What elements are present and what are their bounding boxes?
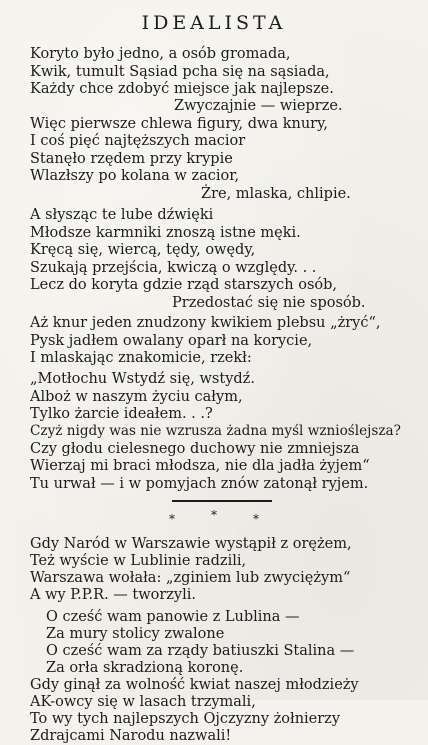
verse-line: AK-owcy się w lasach trzymali,	[30, 694, 256, 710]
verse-line: A wy P.P.R. — tworzyli.	[30, 587, 197, 603]
divider-rule	[172, 500, 272, 502]
poem-line: Wlazłszy po kolana w zacior,	[30, 168, 240, 184]
verse-line: Za mury stolicy zwalone	[46, 626, 225, 642]
verse-line: Też wyście w Lublinie radzili,	[30, 553, 247, 569]
verse-line: Warszawa wołała: „zginiem lub zwyciężym“	[30, 570, 351, 586]
poem-line: Aż knur jeden znudzony kwikiem plebsu „żryć“,	[30, 315, 381, 331]
verse-line: Gdy Naród w Warszawie wystąpił z orężem,	[30, 536, 352, 552]
verse-line: Za orła skradzioną koronę.	[46, 660, 244, 676]
star: *	[253, 512, 259, 526]
poem-line: Młodsze karmniki znoszą istne męki.	[30, 225, 301, 241]
verse-line: O cześć wam panowie z Lublina —	[46, 609, 300, 625]
poem-line: Czyż nigdy was nie wzrusza żadna myśl wznioślejsza?	[30, 423, 401, 439]
poem-line: Czy głodu cielesnego duchowy nie zmniejsza	[30, 441, 360, 457]
asterism	[0, 508, 428, 526]
poem-line: Więc pierwsze chlewa figury, dwa knury,	[30, 116, 328, 132]
poem-line: Stanęło rzędem przy krypie	[30, 151, 233, 167]
poem-line: Każdy chce zdobyć miejsce jak najlepsze.	[30, 81, 334, 97]
poem-title: IDEALISTA	[141, 12, 287, 34]
poem-line: I coś pięć najtęższych macior	[30, 133, 246, 149]
verse-line: To wy tych najlepszych Ojczyzny żołnierzy	[30, 711, 341, 727]
poem-line: Żre, mlaska, chlipie.	[201, 186, 351, 202]
poem-line: Kręcą się, wiercą, tędy, owędy,	[30, 242, 256, 258]
poem-line: Tylko żarcie ideałem. . .?	[30, 406, 213, 422]
poem-line: Kwik, tumult Sąsiad pcha się na sąsiada,	[30, 64, 330, 80]
star: *	[211, 508, 217, 522]
poem-line: Przedostać się nie sposób.	[172, 295, 366, 311]
poem-line: Tu urwał — i w pomyjach znów zatonął ryjem.	[30, 476, 369, 492]
verse-line: Zdrajcami Narodu nazwali!	[30, 728, 232, 744]
poem-line: Zwyczajnie — wieprze.	[174, 98, 343, 114]
poem-line: Wierzaj mi braci młodsza, nie dla jadła żyjem“	[30, 458, 370, 474]
poem-line: Lecz do koryta gdzie rząd starszych osób,	[30, 277, 338, 293]
poem-line: A słysząc te lube dźwięki	[30, 207, 214, 223]
star: *	[169, 512, 175, 526]
poem-line: Koryto było jedno, a osób gromada,	[30, 46, 291, 62]
poem-line: I mlaskając znakomicie, rzekł:	[30, 350, 252, 366]
poem-line: Alboż w naszym życiu całym,	[30, 389, 243, 405]
verse-line: Gdy ginął za wolność kwiat naszej młodzieży	[30, 677, 359, 693]
poem-line: „Motłochu Wstydź się, wstydź.	[30, 371, 255, 387]
verse-line: O cześć wam za rządy batiuszki Stalina —	[46, 643, 355, 659]
poem-line: Pysk jadłem owalany oparł na korycie,	[30, 333, 313, 349]
poem-line: Szukają przejścia, kwiczą o względy. . .	[30, 260, 317, 276]
